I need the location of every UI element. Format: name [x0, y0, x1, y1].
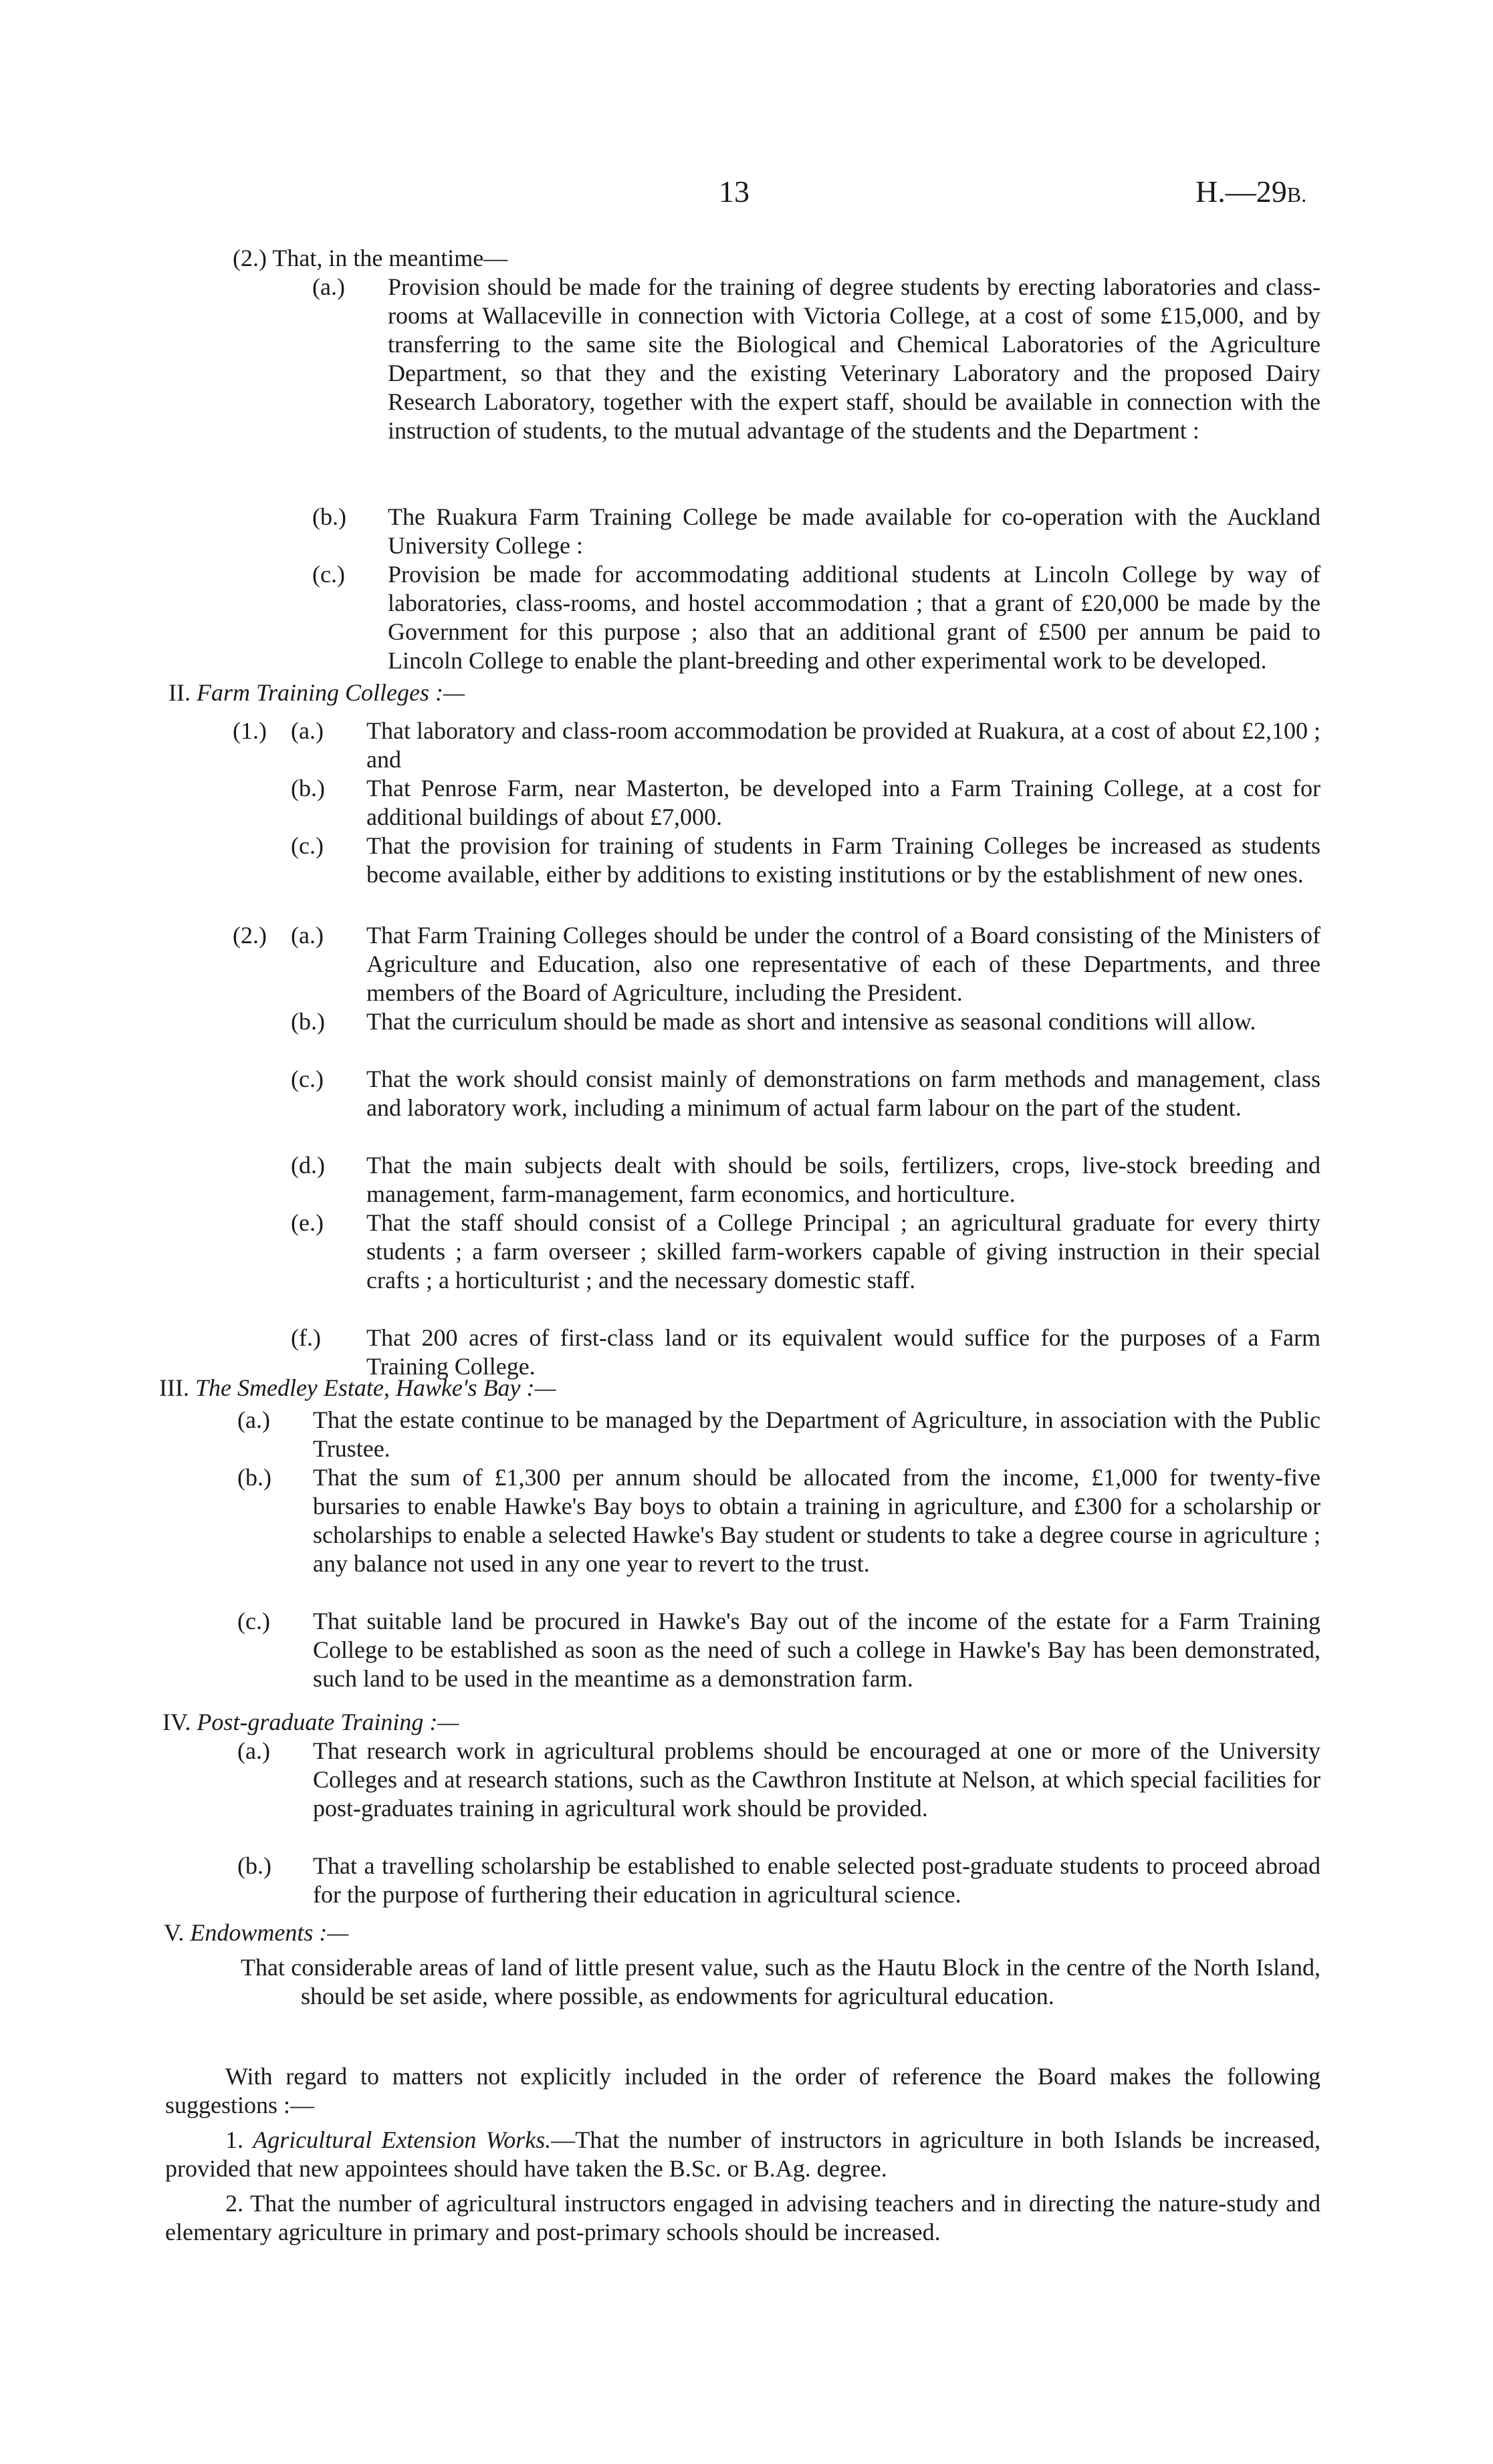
list-item — [291, 1151, 1320, 1209]
section-v-text: That considerable areas of land of little present value, such as the Hautu Block in the centre of the North Island, should be set aside, where possible, as endowments for agricultural education. — [241, 1954, 1320, 2009]
list-item — [237, 1852, 1320, 1909]
section-iv-title: Post-graduate Training :— — [197, 1709, 459, 1735]
item-label: (b.) — [312, 503, 346, 530]
section-ii-heading — [168, 679, 465, 707]
item-label: (c.) — [237, 1608, 270, 1634]
section-iv-heading — [162, 1708, 459, 1737]
list-item — [291, 1324, 1320, 1381]
item-text: That suitable land be procured in Hawke's Bay out of the income of the estate for a Farm Training College to be established as soon as the need of such a college in Hawke's Bay has been demonstrated, such land to be used in the meantime as a demonstration farm. — [313, 1608, 1320, 1692]
item-label: (b.) — [237, 1464, 271, 1491]
document-reference-suffix: B. — [1286, 182, 1307, 207]
section-iii-numeral: III. — [159, 1374, 189, 1401]
page-number: 13 — [719, 174, 750, 209]
list-item — [237, 1463, 1320, 1607]
item-text: That 200 acres of first-class land or its equivalent would suffice for the purposes of a Farm Training College. — [366, 1324, 1320, 1380]
section-ii-numeral: II. — [168, 679, 191, 706]
item-label: (c.) — [291, 1066, 324, 1092]
section-2-label: (2.) — [233, 245, 267, 271]
item-text: That laboratory and class-room accommodation be provided at Ruakura, at a cost of about £2,100 ; and — [366, 717, 1320, 773]
section-ii-group-2-list — [291, 921, 1320, 1381]
section-2-text: That, in the meantime— — [272, 245, 508, 271]
section-v-heading — [164, 1919, 348, 1947]
item-label: (a.) — [312, 273, 345, 300]
list-item — [291, 1007, 1320, 1065]
item-text: That the work should consist mainly of demonstrations on farm methods and management, class and laboratory work, including a minimum of actual farm labour on the part of the student. — [366, 1066, 1320, 1121]
section-ii-group-2-label: (2.) — [233, 922, 267, 949]
item-label: (b.) — [291, 775, 325, 802]
item-text: That the estate continue to be managed by the Department of Agriculture, in association with the Public Trustee. — [313, 1406, 1320, 1462]
item-text: The Ruakura Farm Training College be made available for co-operation with the Auckland University College : — [388, 503, 1320, 559]
list-item — [237, 1406, 1320, 1463]
item-text: That the sum of £1,300 per annum should be allocated from the income, £1,000 for twenty-five bursaries to enable Hawke's Bay boys to obtain a training in agriculture, and £300 for a scholarship or scholarships to enable a selected Hawke's Bay student or students to take a degree course in agriculture ; any balance not used in any one year to revert to the trust. — [313, 1464, 1320, 1577]
item-label: (c.) — [291, 832, 324, 859]
section-ii-group-1-list — [291, 717, 1320, 918]
item-label: (b.) — [237, 1852, 271, 1879]
item-label: (b.) — [291, 1008, 325, 1035]
suggestion-1-title: Agricultural Extension Works. — [253, 2126, 552, 2153]
suggestion-1-paragraph — [165, 2126, 1320, 2183]
list-item — [312, 503, 1320, 560]
section-iii-item-list — [237, 1406, 1320, 1693]
list-item — [291, 717, 1320, 774]
item-text: That the provision for training of students in Farm Training Colleges be increased as students become available, either by additions to existing institutions or by the establishment of new ones. — [366, 832, 1320, 888]
item-text: That Farm Training Colleges should be under the control of a Board consisting of the Ministers of Agriculture and Education, also one representative of each of these Departments, and three members of the Board of Agriculture, including the President. — [366, 922, 1320, 1006]
list-item — [291, 774, 1320, 832]
item-label: (f.) — [291, 1324, 321, 1351]
item-label: (a.) — [237, 1737, 270, 1764]
list-item — [291, 1209, 1320, 1324]
section-iii-heading — [159, 1374, 556, 1402]
section-ii-title: Farm Training Colleges :— — [196, 679, 465, 706]
item-text: That the curriculum should be made as short and intensive as seasonal conditions will allow. — [366, 1008, 1256, 1035]
item-label: (a.) — [291, 922, 324, 949]
section-v-numeral: V. — [164, 1919, 185, 1946]
item-text: That research work in agricultural problems should be encouraged at one or more of the University Colleges and at research stations, such as the Cawthron Institute at Nelson, at which special facilities for post-graduates training in agricultural work should be provided. — [313, 1737, 1320, 1822]
list-item — [312, 273, 1320, 503]
document-reference-main: H.—29 — [1195, 174, 1287, 209]
section-iv-numeral: IV. — [162, 1709, 191, 1735]
suggestion-1-text: —That the number of instructors in agriculture in both Islands be increased, provided that new appointees should have taken the B.Sc. or B.Ag. degree. — [165, 2126, 1321, 2182]
item-text: Provision be made for accommodating additional students at Lincoln College by way of laboratories, class-rooms, and hostel accommodation ; that a grant of £20,000 be made by the Government for this purpose ; also that an additional grant of £500 per annum be paid to Lincoln College to enable the plant-breeding and other experimental work to be developed. — [388, 561, 1320, 674]
section-2-heading — [233, 244, 507, 273]
item-text: That the staff should consist of a College Principal ; an agricultural graduate for every thirty students ; a farm overseer ; skilled farm-workers capable of giving instruction in their special crafts ; a horticulturist ; and the necessary domestic staff. — [366, 1209, 1320, 1293]
item-label: (a.) — [291, 717, 324, 744]
item-label: (a.) — [237, 1406, 270, 1433]
item-label: (e.) — [291, 1209, 324, 1236]
suggestion-2-paragraph: 2. That the number of agricultural instructors engaged in advising teachers and in directing the nature-study and elementary agriculture in primary and post-primary schools should be increased. — [165, 2190, 1320, 2245]
document-reference — [1195, 175, 1306, 211]
list-item — [291, 921, 1320, 1007]
list-item — [291, 1065, 1320, 1151]
list-item — [237, 1607, 1320, 1693]
list-item — [291, 832, 1320, 918]
item-text: That a travelling scholarship be established to enable selected post-graduate students to proceed abroad for the purpose of furthering their education in agricultural science. — [313, 1852, 1320, 1908]
section-ii-group-1-label: (1.) — [233, 717, 267, 744]
section-iv-item-list — [237, 1737, 1320, 1909]
list-item — [237, 1737, 1320, 1852]
item-text: Provision should be made for the training of degree students by erecting laboratories and class-rooms at Wallaceville in connection with Victoria College, at a cost of some £15,000, and by transferring to the same site the Biological and Chemical Laboratories of the Agriculture Department, so that they and the existing Veterinary Laboratory and the proposed Dairy Research Laboratory, together with the expert staff, should be available in connection with the instruction of students, to the mutual advantage of the students and the Department : — [388, 273, 1320, 444]
section-iii-title: The Smedley Estate, Hawke's Bay :— — [195, 1374, 556, 1401]
item-label: (d.) — [291, 1152, 325, 1179]
suggestion-1-label: 1. — [225, 2126, 243, 2153]
item-label: (c.) — [312, 561, 345, 588]
item-text: That Penrose Farm, near Masterton, be developed into a Farm Training College, at a cost for additional buildings of about £7,000. — [366, 775, 1320, 830]
closing-intro-paragraph: With regard to matters not explicitly included in the order of reference the Board makes the following suggestions :— — [165, 2063, 1320, 2118]
item-text: That the main subjects dealt with should be soils, fertilizers, crops, live-stock breeding and management, farm-management, farm economics, and horticulture. — [366, 1152, 1320, 1207]
section-v-title: Endowments :— — [190, 1919, 349, 1946]
